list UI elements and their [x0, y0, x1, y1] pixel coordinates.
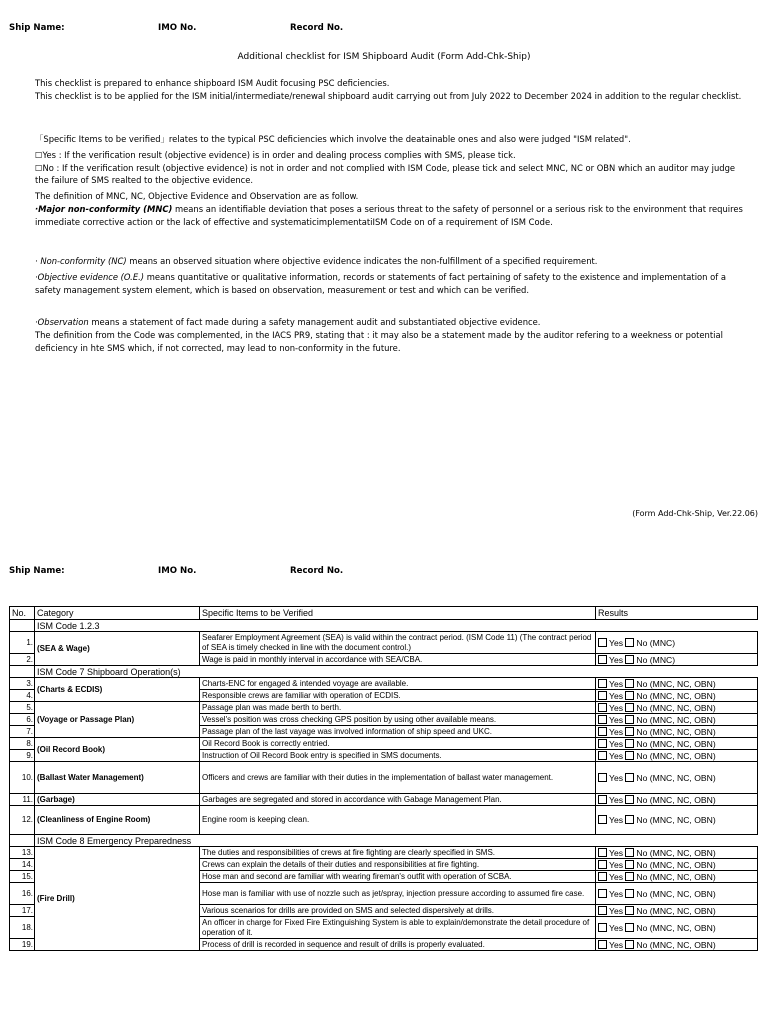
no-checkbox[interactable] [625, 923, 634, 932]
item-cell: Hose man is familiar with use of nozzle such as jet/spray, injection pressure according to assumed fire case. [200, 883, 596, 905]
category-cell: (Voyage or Passage Plan) [35, 702, 200, 738]
record-label-2: Record No. [290, 566, 344, 576]
table-row [10, 738, 758, 750]
intro-p7: The definition from the Code was complemented, in the IACS PR9, stating that : it may also be a statement made by the auditor refering to a weekness or potential deficiency in hte SMS which, if not corrected, may lead to non-conformity in the future. [35, 329, 723, 353]
result-cell: Yes No (MNC, NC, OBN) [596, 883, 758, 905]
defs-block [35, 255, 751, 296]
category-cell: (Oil Record Book) [35, 738, 200, 762]
table-header-row [10, 607, 758, 620]
result-cell: Yes No (MNC, NC, OBN) [596, 859, 758, 871]
item-cell: Engine room is keeping clean. [200, 806, 596, 835]
header-no: No. [10, 607, 35, 620]
yes-checkbox[interactable] [598, 715, 607, 724]
result-cell: Yes No (MNC, NC, OBN) [596, 847, 758, 859]
item-cell: Responsible crews are familiar with operation of ECDIS. [200, 690, 596, 702]
item-cell: The duties and responsibilities of crews at fire fighting are clearly specified in SMS. [200, 847, 596, 859]
item-cell: Charts-ENC for engaged & intended voyage are available. [200, 678, 596, 690]
oe-text: means quantitative or qualitative information, records or statements of fact pertaining of safety to the existence and implementation of a safety management system element, which is based on observation, measurement or test and which can be verified. [35, 271, 727, 295]
row-number: 12. [10, 806, 35, 835]
table-row [10, 632, 758, 654]
imo-label-2: IMO No. [158, 566, 197, 576]
row-number: 7. [10, 726, 35, 738]
checklist-table [9, 606, 758, 951]
result-cell: Yes No (MNC, NC, OBN) [596, 939, 758, 951]
no-checkbox[interactable] [625, 727, 634, 736]
ship-name-label: Ship Name: [9, 23, 65, 33]
no-checkbox[interactable] [625, 703, 634, 712]
table-row [10, 806, 758, 835]
nc-term: · Non-conformity (NC) [35, 256, 127, 266]
def-obs [35, 316, 751, 329]
category-cell: (Garbage) [35, 794, 200, 806]
form-reference: (Form Add-Chk-Ship, Ver.22.06) [632, 509, 758, 518]
intro-p4: ☐Yes : If the verification result (objective evidence) is in order and dealing process complies with SMS, please tick. [35, 149, 516, 160]
yes-checkbox[interactable] [598, 679, 607, 688]
yes-checkbox[interactable] [598, 872, 607, 881]
item-cell: Hose man and second are familiar with wearing fireman's outfit with operation of SCBA. [200, 871, 596, 883]
row-number: 4. [10, 690, 35, 702]
oe-term: ·Objective evidence (O.E.) [35, 271, 145, 282]
intro-p1: This checklist is prepared to enhance shipboard ISM Audit focusing PSC deficiencies. [35, 78, 390, 88]
item-cell: Vessel's position was cross checking GPS position by using other available means. [200, 714, 596, 726]
result-cell: Yes No (MNC, NC, OBN) [596, 806, 758, 835]
row-number: 18. [10, 917, 35, 939]
result-cell: Yes No (MNC, NC, OBN) [596, 678, 758, 690]
result-cell: Yes No (MNC, NC, OBN) [596, 714, 758, 726]
row-number: 14. [10, 859, 35, 871]
no-checkbox[interactable] [625, 940, 634, 949]
yes-checkbox[interactable] [598, 940, 607, 949]
intro-p6: The definition of MNC, NC, Objective Evidence and Observation are as follow. [35, 191, 359, 202]
yes-checkbox[interactable] [598, 848, 607, 857]
no-checkbox[interactable] [625, 889, 634, 898]
row-number: 15. [10, 871, 35, 883]
obs-text: means a statement of fact made during a safety management audit and substantiated objective evidence. [88, 317, 541, 327]
no-checkbox[interactable] [625, 638, 634, 647]
item-cell: Officers and crews are familiar with their duties in the implementation of ballast water management. [200, 762, 596, 794]
yes-checkbox[interactable] [598, 655, 607, 664]
no-checkbox[interactable] [625, 860, 634, 869]
row-number: 5. [10, 702, 35, 714]
row-number: 8. [10, 738, 35, 750]
section-title: ISM Code 1.2.3 [35, 620, 758, 632]
no-checkbox[interactable] [625, 795, 634, 804]
item-cell: Seafarer Employment Agreement (SEA) is valid within the contract period. (ISM Code 11) (The contract period of SEA is timely checked in line with the document control.) [200, 632, 596, 654]
yes-checkbox[interactable] [598, 795, 607, 804]
item-cell: Garbages are segregated and stored in accordance with Gabage Management Plan. [200, 794, 596, 806]
no-checkbox[interactable] [625, 655, 634, 664]
yes-checkbox[interactable] [598, 691, 607, 700]
no-checkbox[interactable] [625, 906, 634, 915]
result-cell: Yes No (MNC, NC, OBN) [596, 917, 758, 939]
result-cell: Yes No (MNC) [596, 654, 758, 666]
header-results: Results [596, 607, 758, 620]
result-cell: Yes No (MNC, NC, OBN) [596, 738, 758, 750]
item-cell: Various scenarios for drills are provided on SMS and selected dispersively at drills. [200, 905, 596, 917]
result-cell: Yes No (MNC, NC, OBN) [596, 794, 758, 806]
category-cell: (Cleanliness of Engine Room) [35, 806, 200, 835]
row-number: 10. [10, 762, 35, 794]
table-row [10, 847, 758, 859]
row-number: 19. [10, 939, 35, 951]
no-checkbox[interactable] [625, 815, 634, 824]
section-title: ISM Code 8 Emergency Preparedness [35, 835, 758, 847]
verify-block [35, 133, 751, 229]
obs-block [35, 316, 751, 354]
no-checkbox[interactable] [625, 773, 634, 782]
table-row [10, 678, 758, 690]
imo-label: IMO No. [158, 23, 197, 33]
section-row [10, 666, 758, 678]
mnc-text: means an identifiable deviation that poses a serious threat to the safety of personnel or a serious risk to the environment that requires immediate corrective action or the lack of effective and systematicimplementatiISM Code on of a requirement of ISM Code. [35, 203, 743, 227]
yes-checkbox[interactable] [598, 860, 607, 869]
item-cell: Passage plan of the last vayage was involved information of ship speed and UKC. [200, 726, 596, 738]
table-row [10, 702, 758, 714]
intro-p5: ☐No : If the verification result (objective evidence) is not in order and not complied with ISM Code, please tick and select MNC, NC or OBN which an auditor may judge the failure of SMS realted to the objective evidence. [35, 162, 736, 186]
yes-checkbox[interactable] [598, 906, 607, 915]
result-cell: Yes No (MNC, NC, OBN) [596, 871, 758, 883]
nc-text: means an observed situation where objective evidence indicates the non-fulfillment of a specified requirement. [126, 256, 598, 266]
row-number: 3. [10, 678, 35, 690]
row-number: 16. [10, 883, 35, 905]
yes-checkbox[interactable] [598, 703, 607, 712]
no-checkbox[interactable] [625, 848, 634, 857]
result-cell: Yes No (MNC, NC, OBN) [596, 905, 758, 917]
yes-checkbox[interactable] [598, 638, 607, 647]
category-cell: (Fire Drill) [35, 847, 200, 951]
item-cell: Process of drill is recorded in sequence and result of drills is properly evaluated. [200, 939, 596, 951]
obs-term: ·Observation [35, 317, 89, 327]
no-checkbox[interactable] [625, 739, 634, 748]
ship-name-label-2: Ship Name: [9, 566, 65, 576]
def-mnc [35, 203, 751, 229]
intro-block [35, 77, 751, 103]
yes-checkbox[interactable] [598, 889, 607, 898]
table-row [10, 762, 758, 794]
category-cell: (SEA & Wage) [35, 632, 200, 666]
section-row [10, 620, 758, 632]
section-title: ISM Code 7 Shipboard Operation(s) [35, 666, 758, 678]
item-cell: Crews can explain the details of their duties and responsibilities at fire fighting. [200, 859, 596, 871]
result-cell: Yes No (MNC, NC, OBN) [596, 726, 758, 738]
row-number: 9. [10, 750, 35, 762]
item-cell: Wage is paid in monthly interval in accordance with SEA/CBA. [200, 654, 596, 666]
result-cell: Yes No (MNC) [596, 632, 758, 654]
row-number: 13. [10, 847, 35, 859]
no-checkbox[interactable] [625, 679, 634, 688]
yes-checkbox[interactable] [598, 923, 607, 932]
intro-p3: 「Specific Items to be verified」relates to the typical PSC deficiencies which involve the deatainable ones and also were judged "ISM related". [35, 134, 631, 144]
yes-checkbox[interactable] [598, 727, 607, 736]
item-cell: Instruction of Oil Record Book entry is specified in SMS documents. [200, 750, 596, 762]
document-title: Additional checklist for ISM Shipboard Audit (Form Add-Chk-Ship) [237, 52, 531, 62]
no-checkbox[interactable] [625, 715, 634, 724]
row-number: 1. [10, 632, 35, 654]
item-cell: An officer in charge for Fixed Fire Extinguishing System is able to explain/demonstrate the detail procedure of operation of it. [200, 917, 596, 939]
section-row [10, 835, 758, 847]
def-nc [35, 255, 751, 268]
header-category: Category [35, 607, 200, 620]
result-cell: Yes No (MNC, NC, OBN) [596, 750, 758, 762]
record-label: Record No. [290, 23, 344, 33]
yes-checkbox[interactable] [598, 751, 607, 760]
result-cell: Yes No (MNC, NC, OBN) [596, 690, 758, 702]
no-checkbox[interactable] [625, 691, 634, 700]
result-cell: Yes No (MNC, NC, OBN) [596, 762, 758, 794]
table-row [10, 794, 758, 806]
row-number: 17. [10, 905, 35, 917]
header-items: Specific Items to be Verified [200, 607, 596, 620]
mnc-term: ·Major non-conformity (MNC) [35, 203, 173, 214]
yes-checkbox[interactable] [598, 815, 607, 824]
no-checkbox[interactable] [625, 751, 634, 760]
row-number: 11. [10, 794, 35, 806]
row-number: 2. [10, 654, 35, 666]
no-checkbox[interactable] [625, 872, 634, 881]
def-oe [35, 271, 751, 297]
item-cell: Oil Record Book is correctly entried. [200, 738, 596, 750]
yes-checkbox[interactable] [598, 773, 607, 782]
yes-checkbox[interactable] [598, 739, 607, 748]
category-cell: (Charts & ECDIS) [35, 678, 200, 702]
intro-p2: This checklist is to be applied for the ISM initial/intermediate/renewal shipboard audit carrying out from July 2022 to December 2024 in addition to the regular checklist. [35, 90, 742, 101]
item-cell: Passage plan was made berth to berth. [200, 702, 596, 714]
row-number: 6. [10, 714, 35, 726]
result-cell: Yes No (MNC, NC, OBN) [596, 702, 758, 714]
category-cell: (Ballast Water Management) [35, 762, 200, 794]
